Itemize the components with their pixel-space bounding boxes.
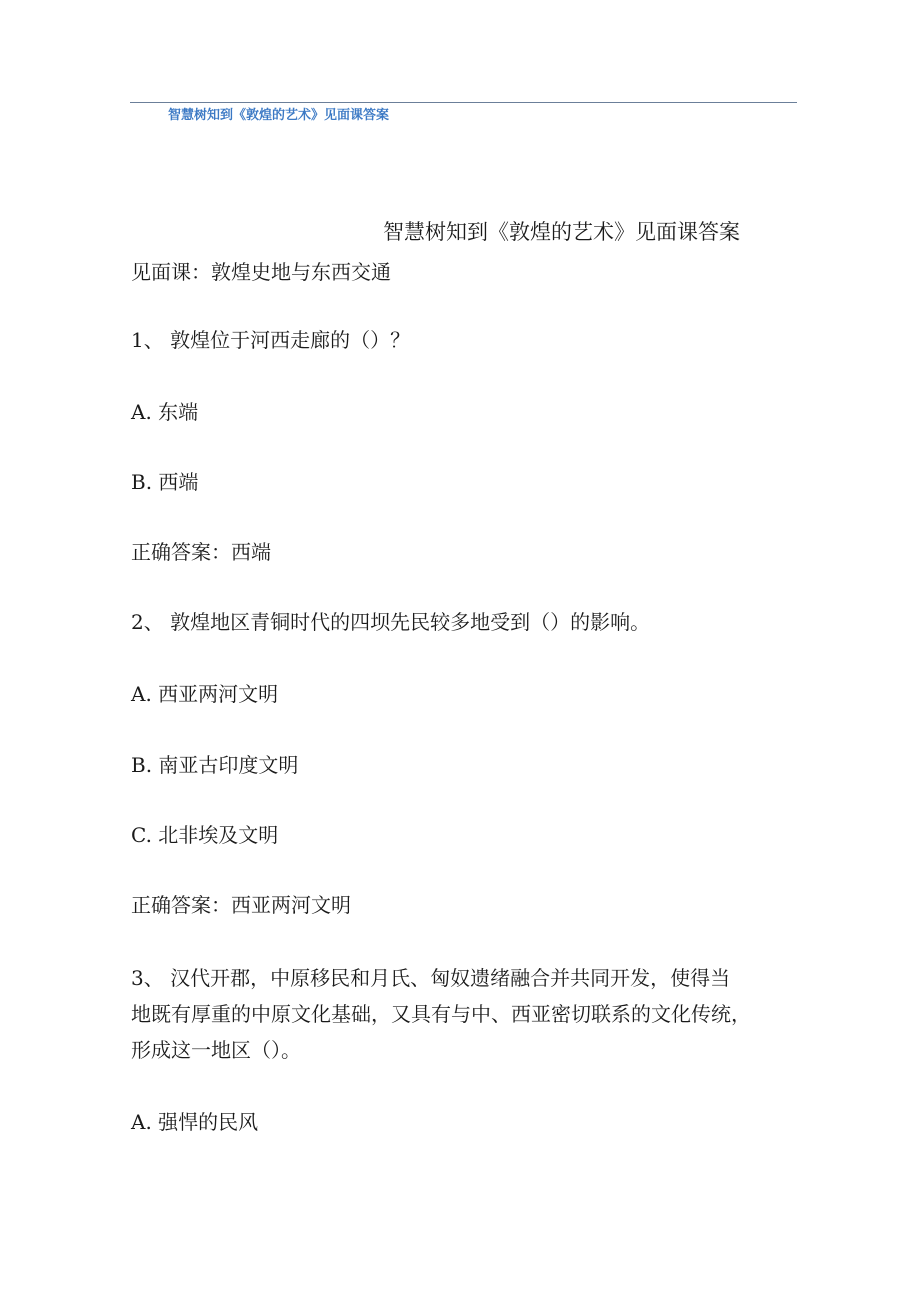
question-3-option-a: A. 强悍的民风 <box>131 1110 259 1134</box>
question-1-option-a: A. 东端 <box>131 400 199 424</box>
question-3-line-3: 形成这一地区（）。 <box>131 1038 301 1062</box>
question-1-answer: 正确答案：西端 <box>131 540 271 564</box>
section-heading: 见面课：敦煌史地与东西交通 <box>131 260 391 284</box>
question-2-option-a: A. 西亚两河文明 <box>131 682 279 706</box>
question-2-option-c: C. 北非埃及文明 <box>131 823 279 847</box>
header-rule <box>130 102 797 103</box>
question-3-line-2: 地既有厚重的中原文化基础，又具有与中、西亚密切联系的文化传统， <box>131 1002 751 1026</box>
question-2-answer: 正确答案：西亚两河文明 <box>131 893 351 917</box>
running-header: 智慧树知到《敦煌的艺术》见面课答案 <box>168 108 390 123</box>
question-3 <box>131 960 791 1068</box>
question-1-option-b: B. 西端 <box>131 470 199 494</box>
document-title: 智慧树知到《敦煌的艺术》见面课答案 <box>383 220 740 244</box>
question-3-line-1: 3、 汉代开郡，中原移民和月氏、匈奴遗绪融合并共同开发，使得当 <box>131 966 731 990</box>
question-1: 1、 敦煌位于河西走廊的（）？ <box>131 328 411 352</box>
question-2: 2、 敦煌地区青铜时代的四坝先民较多地受到（）的影响。 <box>131 610 651 634</box>
question-2-option-b: B. 南亚古印度文明 <box>131 753 299 777</box>
